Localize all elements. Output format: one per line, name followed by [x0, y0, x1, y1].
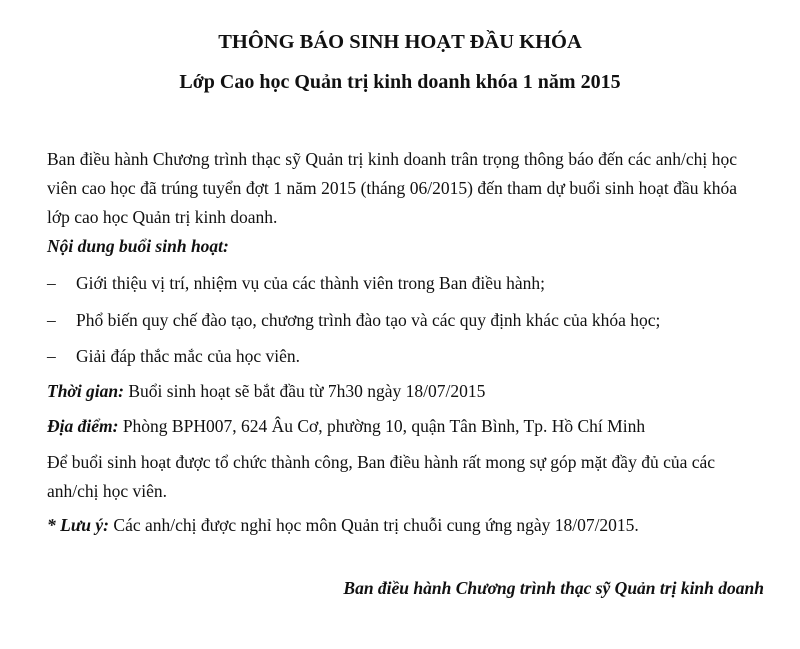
document-title: THÔNG BÁO SINH HOẠT ĐẦU KHÓA: [218, 31, 582, 53]
signature: Ban điều hành Chương trình thạc sỹ Quản trị kinh doanh: [343, 578, 764, 598]
bullet-dash: –: [47, 310, 56, 330]
place-label: Địa điểm:: [47, 416, 119, 436]
time-label: Thời gian:: [47, 381, 124, 401]
note-label: * Lưu ý:: [47, 515, 110, 535]
note-value: Các anh/chị được nghỉ học môn Quản trị chuỗi cung ứng ngày 18/07/2015.: [109, 515, 639, 535]
closing-paragraph: Để buổi sinh hoạt được tổ chức thành công, Ban điều hành rất mong sự góp mặt đầy đủ của các anh/chị học viên.: [47, 452, 716, 501]
bullet-item: [47, 269, 747, 298]
bullet-text: Phổ biến quy chế đào tạo, chương trình đào tạo và các quy định khác của khóa học;: [76, 310, 661, 330]
bullet-text: Giải đáp thắc mắc của học viên.: [76, 346, 300, 366]
bullet-dash: –: [47, 273, 56, 293]
content-heading: Nội dung buổi sinh hoạt:: [47, 236, 229, 256]
place-line: [47, 412, 737, 441]
time-value: Buổi sinh hoạt sẽ bắt đầu từ 7h30 ngày 18/07/2015: [123, 381, 486, 401]
bullet-dash: –: [47, 346, 56, 366]
time-line: [47, 377, 737, 406]
bullet-item: [47, 342, 747, 371]
bullet-text: Giới thiệu vị trí, nhiệm vụ của các thành viên trong Ban điều hành;: [76, 273, 545, 293]
note-line: [47, 511, 737, 540]
document-subtitle: Lớp Cao học Quản trị kinh doanh khóa 1 năm 2015: [179, 71, 621, 93]
place-value: Phòng BPH007, 624 Âu Cơ, phường 10, quận Tân Bình, Tp. Hồ Chí Minh: [118, 416, 646, 436]
intro-paragraph: Ban điều hành Chương trình thạc sỹ Quản trị kinh doanh trân trọng thông báo đến các anh/chị học viên cao học đã trúng tuyển đợt 1 năm 2015 (tháng 06/2015) đến tham dự buổi sinh hoạt đầu khóa lớp cao học Quản trị kinh doanh.: [47, 149, 737, 227]
bullet-item: [47, 306, 747, 335]
